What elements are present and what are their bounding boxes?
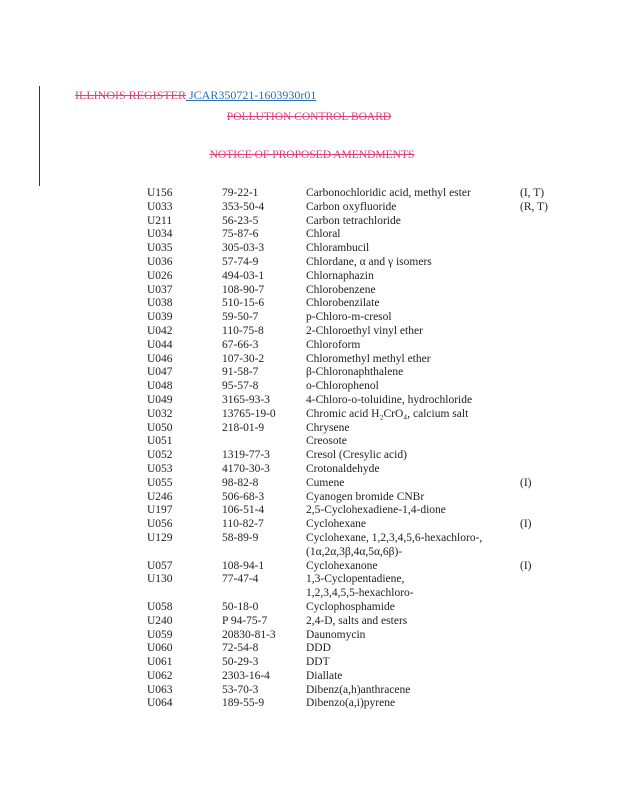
hazard-code-cell (520, 284, 560, 298)
cas-number-cell (222, 435, 306, 449)
table-row (147, 297, 560, 311)
cas-number-cell: 110-75-8 (222, 324, 264, 337)
hazardous-waste-table-body (147, 187, 560, 711)
substance-name-cell: Cyclohexane (306, 518, 367, 531)
table-row (147, 491, 560, 505)
hazard-code-cell (520, 546, 560, 560)
table-row (147, 228, 560, 242)
waste-code-cell: U038 (147, 297, 173, 310)
cas-number-cell: 56-23-5 (222, 214, 259, 227)
cas-number-cell: 67-66-3 (222, 338, 259, 351)
substance-name-cell: Cumene (306, 476, 345, 489)
hazard-code-cell (520, 435, 560, 449)
table-row (147, 656, 560, 670)
table-row (147, 242, 560, 256)
hazardous-waste-table (147, 187, 560, 711)
substance-name-cell: Carbonochloridic acid, methyl ester (306, 187, 471, 199)
hazard-code-cell (520, 573, 560, 587)
hazard-code-cell (520, 228, 560, 242)
substance-name-cell: Chrysene (306, 421, 350, 434)
cas-number-cell: 79-22-1 (222, 187, 259, 199)
table-row (147, 477, 560, 491)
cas-number-cell: 50-29-3 (222, 656, 259, 669)
substance-name-cell: β-Chloronaphthalene (306, 366, 404, 379)
hazard-code-cell (520, 449, 560, 463)
waste-code-cell (147, 587, 222, 601)
hazard-code-cell (520, 215, 560, 229)
cas-number-cell: 506-68-3 (222, 490, 265, 503)
substance-name-cell: Chloroform (306, 338, 361, 351)
hazard-code-cell (520, 629, 560, 643)
table-row (147, 504, 560, 518)
cas-number-cell: 510-15-6 (222, 297, 265, 310)
waste-code-cell: U060 (147, 642, 173, 655)
cas-number-cell: 305-03-3 (222, 242, 265, 255)
table-row (147, 270, 560, 284)
substance-name-cell: p-Chloro-m-cresol (306, 311, 392, 324)
table-row (147, 449, 560, 463)
substance-name-cell: Creosote (306, 435, 347, 448)
notice-title: NOTICE OF PROPOSED AMENDMENTS (209, 149, 415, 161)
substance-name-cell: Diallate (306, 669, 343, 682)
hazard-code-cell (520, 366, 560, 380)
waste-code-cell: U044 (147, 338, 173, 351)
hazard-code-cell (520, 587, 560, 601)
waste-code-cell: U130 (147, 573, 173, 586)
cas-number-cell: 50-18-0 (222, 600, 259, 613)
hazard-code-cell (520, 256, 560, 270)
substance-name-cell: 1,2,3,4,5,5-hexachloro- (306, 587, 414, 600)
cas-number-cell: 20830-81-3 (222, 628, 276, 641)
substance-name-cell: Crotonaldehyde (306, 462, 380, 475)
cas-number-cell (222, 546, 306, 560)
hazard-code-cell (520, 270, 560, 284)
hazard-code-cell (520, 339, 560, 353)
hazard-code-cell: (R, T) (520, 200, 548, 213)
revision-margin-bar (39, 86, 40, 186)
waste-code-cell: U049 (147, 393, 173, 406)
cas-number-cell: P 94-75-7 (222, 614, 268, 627)
hazard-code-cell (520, 297, 560, 311)
substance-name-cell: Carbon tetrachloride (306, 214, 401, 227)
cas-number-cell: 59-50-7 (222, 311, 259, 324)
cas-number-cell: 218-01-9 (222, 421, 265, 434)
substance-name-cell: Chlordane, α and γ isomers (306, 255, 432, 268)
table-row (147, 353, 560, 367)
waste-code-cell: U240 (147, 614, 173, 627)
substance-name-cell: 1,3-Cyclopentadiene, (306, 573, 405, 586)
substance-name-cell: Carbon oxyfluoride (306, 200, 397, 213)
substance-name-cell: Dibenzo(a,i)pyrene (306, 697, 396, 710)
waste-code-cell: U051 (147, 435, 173, 448)
substance-name-cell: DDD (306, 642, 331, 655)
table-row (147, 256, 560, 270)
table-row (147, 187, 560, 201)
hazard-code-cell (520, 684, 560, 698)
cas-number-cell: 494-03-1 (222, 269, 265, 282)
table-row (147, 463, 560, 477)
substance-name-cell: Chlorobenzilate (306, 297, 380, 310)
hazard-code-cell (520, 656, 560, 670)
cas-number-cell: 2303-16-4 (222, 669, 270, 682)
waste-code-cell: U156 (147, 187, 173, 199)
hazard-code-cell (520, 601, 560, 615)
substance-name-cell: Daunomycin (306, 628, 366, 641)
cas-number-cell: 106-51-4 (222, 504, 265, 517)
waste-code-cell: U246 (147, 490, 173, 503)
waste-code-cell: U059 (147, 628, 173, 641)
waste-code-cell: U058 (147, 600, 173, 613)
hazard-code-cell (520, 325, 560, 339)
hazard-code-cell (520, 353, 560, 367)
table-row (147, 215, 560, 229)
substance-name-cell: 4-Chloro-o-toluidine, hydrochloride (306, 393, 473, 406)
table-row (147, 560, 560, 574)
cas-number-cell: 108-94-1 (222, 559, 265, 572)
hazard-code-cell: (I) (520, 476, 532, 489)
table-row (147, 339, 560, 353)
hazard-code-cell (520, 642, 560, 656)
hazard-code-cell: (I, T) (520, 187, 545, 199)
table-row (147, 394, 560, 408)
cas-number-cell: 72-54-8 (222, 642, 259, 655)
waste-code-cell: U047 (147, 366, 173, 379)
cas-number-cell: 189-55-9 (222, 697, 265, 710)
waste-code-cell: U034 (147, 228, 173, 241)
cas-number-cell: 77-47-4 (222, 573, 259, 586)
waste-code-cell: U036 (147, 255, 173, 268)
cas-number-cell: 13765-19-0 (222, 407, 276, 420)
waste-code-cell: U026 (147, 269, 173, 282)
cas-number-cell: 4170-30-3 (222, 462, 270, 475)
substance-name-cell: Cyanogen bromide CNBr (306, 490, 425, 503)
substance-name-cell: Chromic acid H₂CrO₄, calcium salt (306, 407, 469, 420)
hazard-code-cell (520, 504, 560, 518)
cas-number-cell: 95-57-8 (222, 380, 259, 393)
waste-code-cell: U048 (147, 380, 173, 393)
waste-code-cell: U039 (147, 311, 173, 324)
substance-name-cell: DDT (306, 656, 330, 669)
waste-code-cell: U057 (147, 559, 173, 572)
table-row (147, 546, 560, 560)
waste-code-cell: U211 (147, 214, 173, 227)
substance-name-cell: Cyclophosphamide (306, 600, 395, 613)
table-row (147, 284, 560, 298)
substance-name-cell: Chloral (306, 228, 341, 241)
table-row (147, 435, 560, 449)
substance-name-cell: 2,5-Cyclohexadiene-1,4-dione (306, 504, 446, 517)
table-row (147, 201, 560, 215)
table-row (147, 366, 560, 380)
table-row (147, 380, 560, 394)
table-row (147, 408, 560, 422)
table-row (147, 587, 560, 601)
hazard-code-cell (520, 615, 560, 629)
register-title-deleted: ILLINOIS REGISTER (75, 88, 186, 102)
waste-code-cell: U056 (147, 518, 173, 531)
substance-name-cell: Cyclohexane, 1,2,3,4,5,6-hexachloro-, (306, 531, 483, 544)
hazard-code-cell (520, 380, 560, 394)
waste-code-cell: U197 (147, 504, 173, 517)
table-row (147, 615, 560, 629)
table-row (147, 684, 560, 698)
cas-number-cell: 353-50-4 (222, 200, 265, 213)
cas-number-cell: 75-87-6 (222, 228, 259, 241)
waste-code-cell: U046 (147, 352, 173, 365)
waste-code-cell: U052 (147, 449, 173, 462)
table-row (147, 642, 560, 656)
cas-number-cell: 53-70-3 (222, 683, 259, 696)
substance-name-cell: Chlorobenzene (306, 283, 376, 296)
hazard-code-cell (520, 408, 560, 422)
table-row (147, 311, 560, 325)
substance-name-cell: Chlorambucil (306, 242, 370, 255)
hazard-code-cell (520, 491, 560, 505)
cas-number-cell: 110-82-7 (222, 518, 264, 531)
register-header (75, 88, 316, 103)
waste-code-cell: U062 (147, 669, 173, 682)
table-row (147, 532, 560, 546)
substance-name-cell: Cresol (Cresylic acid) (306, 449, 407, 462)
hazard-code-cell (520, 394, 560, 408)
waste-code-cell: U033 (147, 200, 173, 213)
hazard-code-cell: (I) (520, 518, 532, 531)
cas-number-cell: 3165-93-3 (222, 393, 270, 406)
register-reference-inserted: JCAR350721-1603930r01 (186, 88, 317, 102)
waste-code-cell: U063 (147, 683, 173, 696)
cas-number-cell: 98-82-8 (222, 476, 259, 489)
waste-code-cell: U129 (147, 531, 173, 544)
table-row (147, 629, 560, 643)
table-row (147, 670, 560, 684)
substance-name-cell: (1α,2α,3β,4α,5α,6β)- (306, 545, 403, 558)
substance-name-cell: 2,4-D, salts and esters (306, 614, 408, 627)
hazard-code-cell (520, 697, 560, 711)
waste-code-cell: U053 (147, 462, 173, 475)
cas-number-cell: 107-30-2 (222, 352, 265, 365)
hazard-code-cell: (I) (520, 559, 532, 572)
waste-code-cell: U042 (147, 324, 173, 337)
substance-name-cell: 2-Chloroethyl vinyl ether (306, 324, 423, 337)
cas-number-cell: 58-89-9 (222, 531, 259, 544)
waste-code-cell: U055 (147, 476, 173, 489)
substance-name-cell: Dibenz(a,h)anthracene (306, 683, 411, 696)
board-title: POLLUTION CONTROL BOARD (226, 111, 392, 123)
hazard-code-cell (520, 532, 560, 546)
cas-number-cell: 108-90-7 (222, 283, 265, 296)
cas-number-cell: 1319-77-3 (222, 449, 270, 462)
cas-number-cell: 91-58-7 (222, 366, 259, 379)
table-row (147, 325, 560, 339)
waste-code-cell: U035 (147, 242, 173, 255)
hazard-code-cell (520, 422, 560, 436)
waste-code-cell (147, 546, 222, 560)
cas-number-cell: 57-74-9 (222, 255, 259, 268)
substance-name-cell: Chlornaphazin (306, 269, 374, 282)
hazard-code-cell (520, 670, 560, 684)
table-row (147, 518, 560, 532)
waste-code-cell: U032 (147, 407, 173, 420)
table-row (147, 601, 560, 615)
substance-name-cell: o-Chlorophenol (306, 380, 379, 393)
waste-code-cell: U050 (147, 421, 173, 434)
table-row (147, 573, 560, 587)
waste-code-cell: U064 (147, 697, 173, 710)
hazard-code-cell (520, 311, 560, 325)
table-row (147, 697, 560, 711)
substance-name-cell: Chloromethyl methyl ether (306, 352, 431, 365)
waste-code-cell: U037 (147, 283, 173, 296)
table-row (147, 422, 560, 436)
waste-code-cell: U061 (147, 656, 173, 669)
substance-name-cell: Cyclohexanone (306, 559, 378, 572)
hazard-code-cell (520, 242, 560, 256)
hazard-code-cell (520, 463, 560, 477)
cas-number-cell (222, 587, 306, 601)
